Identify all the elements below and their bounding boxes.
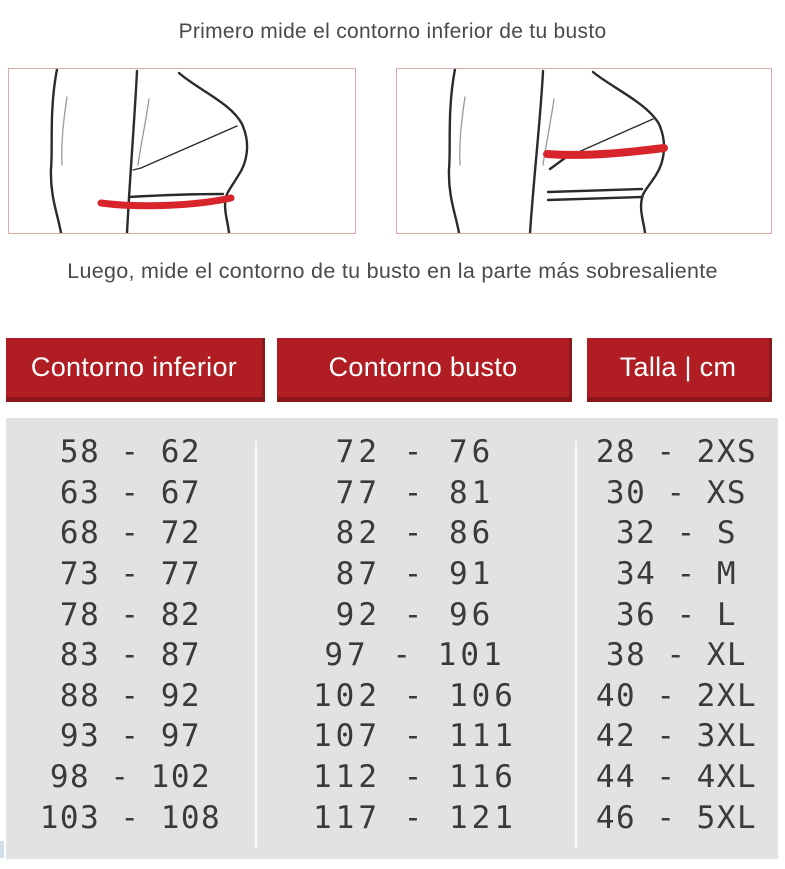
measuring-tape-band-bust bbox=[547, 148, 664, 155]
measuring-tape-band-underbust bbox=[101, 198, 231, 206]
table-cell-talla: 30 - XS bbox=[605, 474, 748, 511]
table-header-contorno-busto: Contorno busto bbox=[277, 338, 572, 402]
table-cell-talla: 42 - 3XL bbox=[595, 718, 758, 755]
instruction-top: Primero mide el contorno inferior de tu busto bbox=[178, 20, 607, 43]
table-cell-contorno-busto: 102 - 106 bbox=[313, 677, 517, 714]
table-cell-contorno-busto: 117 - 121 bbox=[313, 799, 517, 836]
table-cell-contorno-busto: 87 - 91 bbox=[335, 556, 495, 593]
measure-bust-figure bbox=[397, 69, 771, 233]
table-cell-contorno-inferior: 83 - 87 bbox=[59, 637, 202, 674]
table-cell-talla: 38 - XL bbox=[605, 637, 748, 674]
measure-underbust-figure bbox=[9, 69, 355, 233]
table-cell-contorno-busto: 107 - 111 bbox=[313, 718, 517, 755]
table-cell-talla: 44 - 4XL bbox=[595, 759, 758, 796]
figure-box-underbust bbox=[8, 68, 356, 234]
table-cell-contorno-inferior: 63 - 67 bbox=[59, 474, 202, 511]
table-cell-contorno-inferior: 58 - 62 bbox=[59, 434, 202, 471]
table-cell-contorno-busto: 82 - 86 bbox=[335, 515, 495, 552]
column-divider-1 bbox=[255, 441, 257, 849]
table-cell-contorno-busto: 112 - 116 bbox=[313, 759, 517, 796]
table-cell-talla: 28 - 2XS bbox=[595, 434, 758, 471]
table-cell-talla: 46 - 5XL bbox=[595, 799, 758, 836]
table-cell-contorno-inferior: 68 - 72 bbox=[59, 515, 202, 552]
table-cell-contorno-inferior: 98 - 102 bbox=[49, 759, 212, 796]
table-cell-contorno-busto: 77 - 81 bbox=[335, 474, 495, 511]
table-cell-talla: 34 - M bbox=[616, 556, 737, 593]
size-table bbox=[6, 418, 778, 859]
table-header-talla-cm: Talla | cm bbox=[587, 338, 772, 402]
column-divider-2 bbox=[575, 441, 577, 849]
table-cell-talla: 40 - 2XL bbox=[595, 677, 758, 714]
table-cell-contorno-inferior: 78 - 82 bbox=[59, 596, 202, 633]
table-header-contorno-inferior: Contorno inferior bbox=[6, 338, 265, 402]
table-cell-contorno-inferior: 88 - 92 bbox=[59, 677, 202, 714]
table-cell-contorno-busto: 97 - 101 bbox=[324, 637, 506, 674]
scrollbar-fragment[interactable] bbox=[0, 841, 4, 858]
table-cell-talla: 36 - L bbox=[616, 596, 737, 633]
table-cell-contorno-inferior: 103 - 108 bbox=[39, 799, 222, 836]
figure-box-bust bbox=[396, 68, 772, 234]
size-table-body bbox=[6, 418, 778, 838]
table-cell-contorno-busto: 72 - 76 bbox=[335, 434, 495, 471]
table-cell-talla: 32 - S bbox=[616, 515, 737, 552]
table-cell-contorno-inferior: 93 - 97 bbox=[59, 718, 202, 755]
table-cell-contorno-busto: 92 - 96 bbox=[335, 596, 495, 633]
instruction-bottom: Luego, mide el contorno de tu busto en la parte más sobresaliente bbox=[67, 259, 718, 283]
table-cell-contorno-inferior: 73 - 77 bbox=[59, 556, 202, 593]
